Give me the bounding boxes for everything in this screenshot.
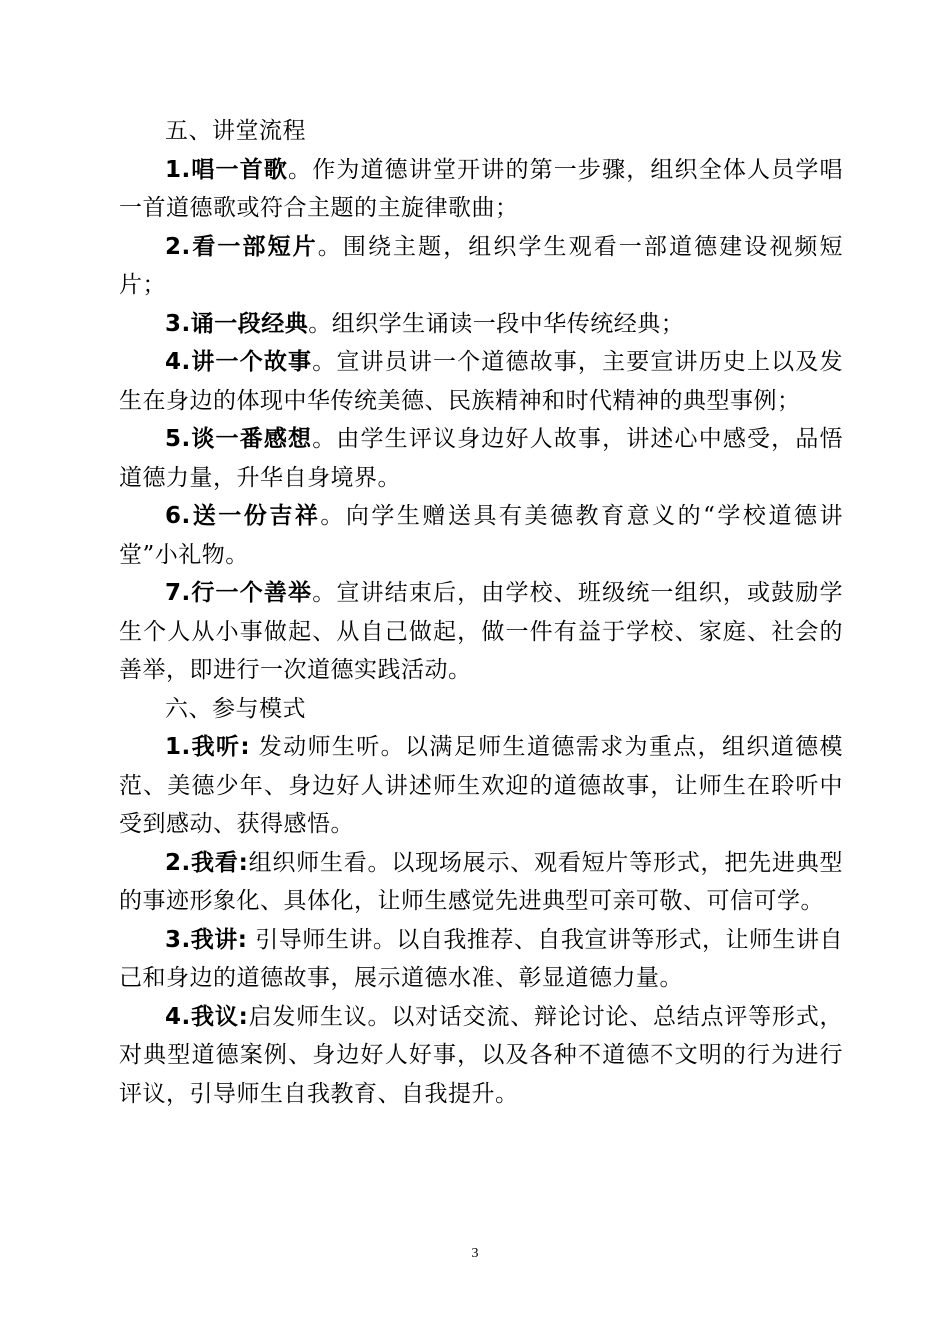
item-text: 组织师生看。以现场展示、观看短片等形式，把先进典型的事迹形象化、具体化，让师生感觉先进典型可亲可敬、可信可学。: [119, 849, 843, 914]
item-text: 。作为道德讲堂开讲的第一步骤，组织全体人员学唱一首道德歌或符合主题的主旋律歌曲；: [119, 156, 843, 221]
list-item: [119, 420, 843, 497]
list-item: [119, 151, 843, 228]
list-item: [119, 497, 843, 574]
item-lead: 5.谈一番感想: [165, 426, 313, 452]
list-item: [119, 343, 843, 420]
list-item: [119, 228, 843, 305]
item-lead: 2.看一部短片: [165, 233, 318, 260]
item-lead: 3.诵一段经典: [165, 310, 309, 337]
list-item: [119, 728, 843, 844]
item-lead: 3.我讲:: [165, 926, 248, 953]
item-text: 引导师生讲。以自我推荐、自我宣讲等形式，让师生讲自己和身边的道德故事，展示道德水准、彰显道德力量。: [119, 926, 843, 991]
list-item: [119, 574, 843, 690]
list-item: [119, 921, 843, 998]
document-body: [119, 112, 843, 1113]
item-lead: 4.我议:: [165, 1003, 249, 1030]
item-text: 。组织学生诵读一段中华传统经典；: [308, 310, 685, 337]
item-lead: 2.我看:: [165, 849, 249, 876]
section-heading-lecture-process: 五、讲堂流程: [165, 118, 306, 144]
item-lead: 6.送一份吉祥: [165, 503, 321, 529]
item-text: 。由学生评议身边好人故事，讲述心中感受，品悟道德力量，升华自身境界。: [119, 426, 843, 491]
item-text: 。向学生赠送具有美德教育意义的“学校道德讲堂”小礼物。: [119, 503, 843, 568]
item-text: 。宣讲结束后，由学校、班级统一组织，或鼓励学生个人从小事做起、从自己做起，做一件有益于学校、家庭、社会的善举，即进行一次道德实践活动。: [119, 580, 843, 683]
page-number: 3: [471, 1246, 479, 1261]
item-text: 发动师生听。以满足师生道德需求为重点，组织道德模范、美德少年、身边好人讲述师生欢迎的道德故事，让师生在聆听中受到感动、获得感悟。: [119, 734, 843, 837]
item-lead: 4.讲一个故事: [165, 349, 313, 375]
list-item: [119, 305, 843, 344]
section-heading-participation-mode: 六、参与模式: [165, 695, 306, 722]
item-lead: 1.唱一首歌: [165, 156, 289, 183]
list-item: [119, 998, 843, 1114]
item-lead: 1.我听:: [165, 734, 251, 760]
item-text: 启发师生议。以对话交流、辩论讨论、总结点评等形式，对典型道德案例、身边好人好事，以及各种不道德不文明的行为进行评议，引导师生自我教育、自我提升。: [119, 1003, 843, 1107]
item-text: 。围绕主题，组织学生观看一部道德建设视频短片；: [119, 233, 843, 298]
list-item: [119, 844, 843, 921]
item-text: 。宣讲员讲一个道德故事，主要宣讲历史上以及发生在身边的体现中华传统美德、民族精神和时代精神的典型事例；: [119, 349, 843, 414]
item-lead: 7.行一个善举: [165, 580, 313, 606]
